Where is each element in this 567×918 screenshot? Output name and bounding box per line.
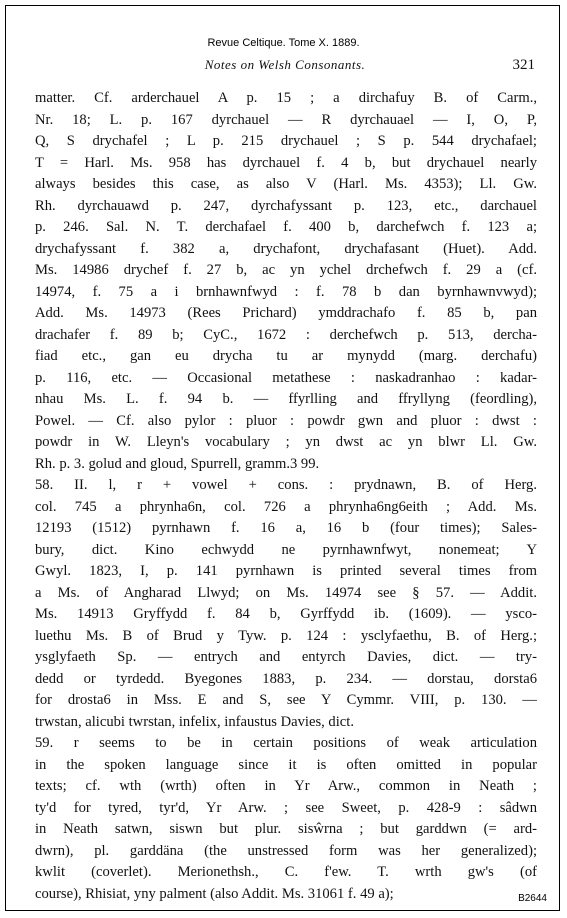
text-line: T = Harl. Ms. 958 has dyrchauel f. 4 b, but drychauel nearly xyxy=(35,154,537,171)
text-line: drychafyssant f. 382 a, drychafont, drychafasant (Huet). Add. xyxy=(35,240,537,257)
text-line: p. 246. Sal. N. T. derchafael f. 400 b, darchefwch f. 123 a; xyxy=(35,219,537,235)
text-line: bury, dict. Kino echwydd ne pyrnhawnfwyt, nonemeat; Y xyxy=(35,541,537,558)
body-text xyxy=(35,88,537,905)
text-line: Gwyl. 1823, I, p. 141 pyrnhawn is printed several times from xyxy=(35,563,537,579)
running-head xyxy=(35,57,535,79)
text-line: a Ms. of Angharad Llwyd; on Ms. 14974 see § 57. — Addit. xyxy=(35,584,537,601)
text-line: powdr in W. Lleyn's vocabulary ; yn dwst ac yn blwr Ll. Gw. xyxy=(35,434,537,450)
text-line: p. 116, etc. — Occasional metathese : naskadranhao : kadar- xyxy=(35,369,537,386)
text-line: course), Rhisiat, yny palment (also Addit. Ms. 31061 f. 49 a); xyxy=(35,885,394,902)
text-line: col. 745 a phrynha6n, col. 726 a phrynha6ng6eith ; Add. Ms. xyxy=(35,498,537,515)
text-line: Add. Ms. 14973 (Rees Prichard) ymddrachafo f. 85 b, pan xyxy=(35,305,537,321)
source-caption: Revue Celtique. Tome X. 1889. xyxy=(207,37,360,49)
text-line: ty'd for tyred, tyr'd, Yr Arw. ; see Sweet, p. 428-9 : sâdwn xyxy=(35,799,537,816)
text-line: 12193 (1512) pyrnhawn f. 16 a, 16 b (four times); Sales- xyxy=(35,520,537,536)
text-line: 14974, f. 75 a i brnhawnfwyd : f. 78 b dan byrnhawnvwyd); xyxy=(35,283,537,300)
text-line: Ms. 14913 Gryffydd f. 84 b, Gyrffydd ib. (1609). — ysco- xyxy=(35,606,537,622)
text-line: kwlit (coverlet). Merionethsh., C. f'ew. T. wrth gw's (of xyxy=(35,864,537,880)
text-line: for drosta6 in Mss. E and S, see Y Cymmr. VIII, p. 130. — xyxy=(35,692,537,708)
text-line: Powel. — Cf. also pylor : pluor : powdr gwn and pluor : dwst : xyxy=(35,412,537,429)
text-line: Rh. dyrchauawd p. 247, dyrchafyssant p. 123, etc., darchauel xyxy=(35,197,537,214)
document-stamp: B2644 xyxy=(518,893,547,904)
text-line: nhau Ms. L. f. 94 b. — ffyrlling and ffryllyng (feordling), xyxy=(35,391,537,407)
text-line: Ms. 14986 drychef f. 27 b, ac yn ychel drchefwch f. 29 a (cf. xyxy=(35,262,537,278)
text-line: Q, S drychafel ; L p. 215 drychauel ; S p. 544 drychafael; xyxy=(35,133,537,149)
text-line: matter. Cf. arderchauel A p. 15 ; a dirchafuy B. of Carm., xyxy=(35,90,537,106)
text-line: 58. II. l, r + vowel + cons. : prydnawn, B. of Herg. xyxy=(35,477,537,493)
text-line: Rh. p. 3. golud and gloud, Spurrell, gramm.3 99. xyxy=(35,455,320,472)
text-line: in Neath satwn, siswn but plur. sisŵrna ; but garddwn (= ard- xyxy=(35,821,537,837)
text-line: Nr. 18; L. p. 167 dyrchauel — R dyrchauael — I, O, P, xyxy=(35,111,537,128)
text-line: always besides this case, as also V (Harl. Ms. 4353); Ll. Gw. xyxy=(35,176,537,192)
text-line: 59. r seems to be in certain positions of weak articulation xyxy=(35,735,537,751)
text-line: dedd or tyrdedd. Byegones 1883, p. 234. — dorstau, dorsta6 xyxy=(35,670,537,687)
text-line: in the spoken language since it is often omitted in popular xyxy=(35,756,537,773)
text-line: texts; cf. wth (wrth) often in Yr Arw., common in Neath ; xyxy=(35,778,537,794)
text-line: luethu Ms. B of Brud y Tyw. p. 124 : ysclyfaethu, B. of Herg.; xyxy=(35,627,537,644)
page-number: 321 xyxy=(512,57,535,73)
text-line: trwstan, alicubi twrstan, infelix, infaustus Davies, dict. xyxy=(35,713,354,730)
text-line: fiad etc., gan eu drycha tu ar mynydd (marg. derchafu) xyxy=(35,348,537,364)
text-line: dwrn), pl. garddäna (the unstressed form was her generalized); xyxy=(35,842,537,859)
text-line: ysglyfaeth Sp. — entrych and entyrch Davies, dict. — try- xyxy=(35,649,537,665)
running-head-title: Notes on Welsh Consonants. xyxy=(204,57,366,72)
text-line: drachafer f. 89 b; CyC., 1672 : derchefwch p. 513, dercha- xyxy=(35,326,537,343)
